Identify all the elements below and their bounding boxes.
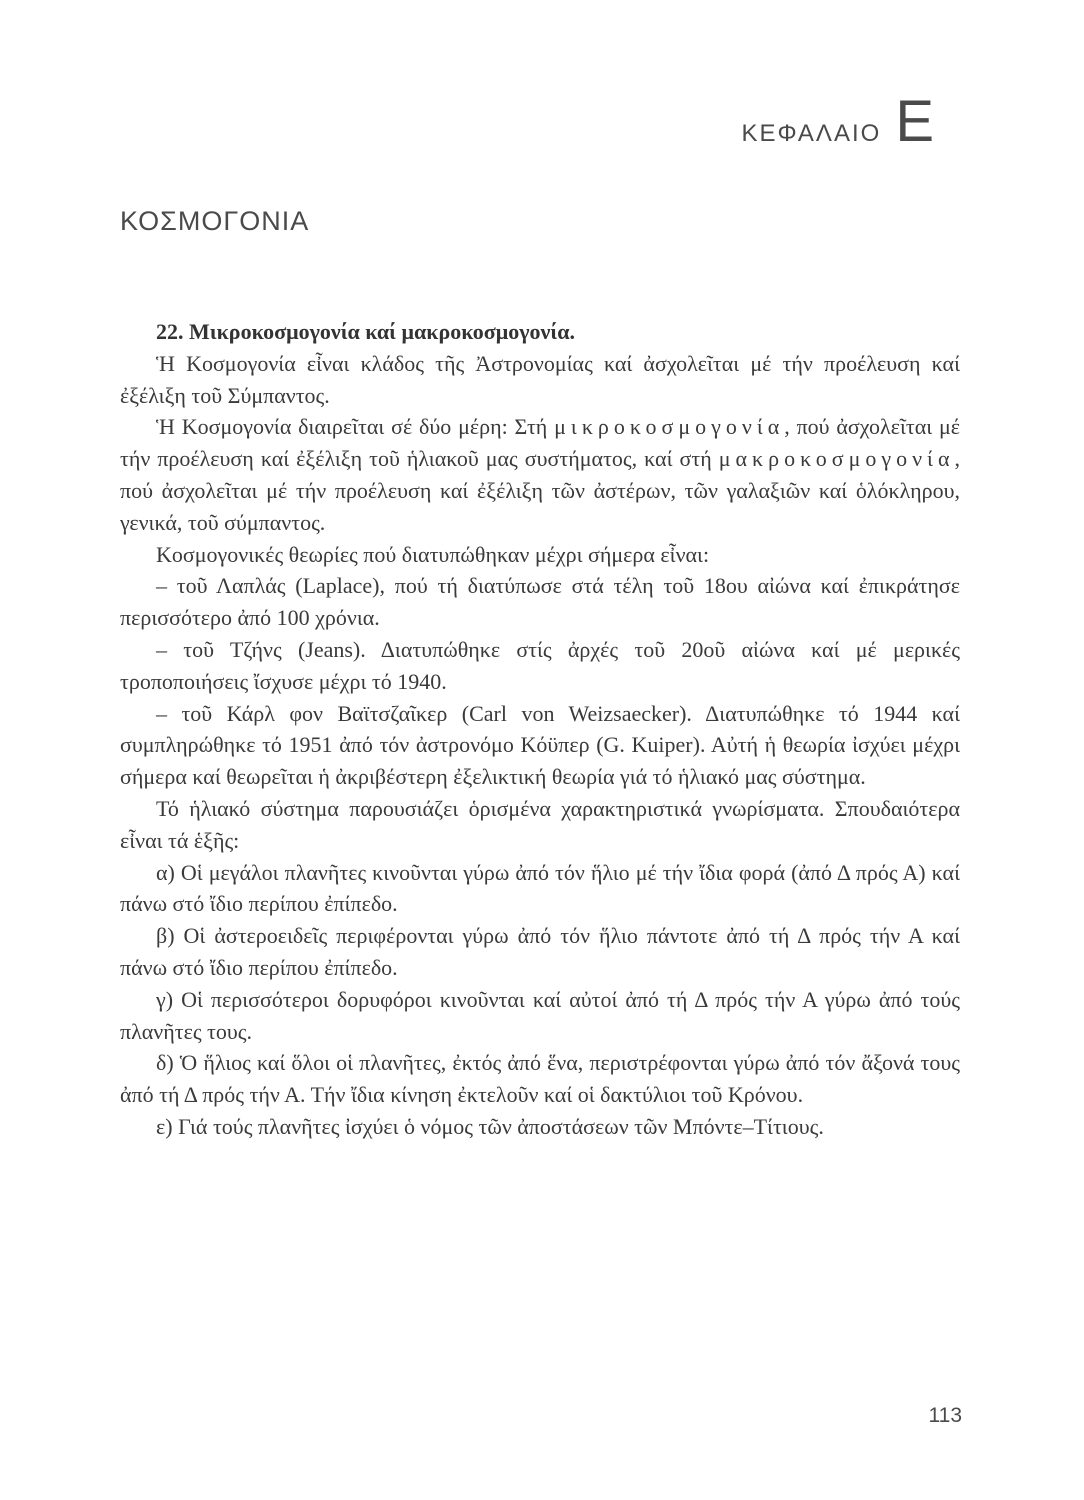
paragraph: Τό ἡλιακό σύστημα παρουσιάζει ὁρισμένα χαρακτηριστικά γνωρίσματα. Σπουδαιότερα εἶναι τά ἑξῆς:: [120, 795, 960, 853]
list-item: – τοῦ Τζήνς (Jeans). Διατυπώθηκε στίς ἀρχές τοῦ 20οῦ αἰώνα καί μέ μερικές τροποποιήσεις ἴσχυσε μέχρι τό 1940.: [120, 636, 960, 694]
list-item: α) Οἱ μεγάλοι πλανῆτες κινοῦνται γύρω ἀπό τόν ἥλιο μέ τήν ἴδια φορά (ἀπό Δ πρός Α) καί πάνω στό ἴδιο περίπου ἐπίπεδο.: [120, 859, 960, 917]
list-item: – τοῦ Λαπλάς (Laplace), πού τή διατύπωσε στά τέλη τοῦ 18ου αἰώνα καί ἐπικράτησε περισσότερο ἀπό 100 χρόνια.: [120, 573, 960, 631]
page-number: 113: [928, 1404, 962, 1427]
paragraph-text: , πού ἀσχολεῖται μέ τήν προέλευση καί ἐξέλιξη τῶν ἀστέρων, τῶν γαλαξιῶν καί ὁλόκληρου, γενικά, τοῦ σύμπαντος.: [120, 446, 960, 535]
paragraph: [120, 411, 960, 538]
subsection-heading: 22. Μικροκοσμογονία καί μακροκοσμογονία.: [156, 319, 575, 344]
paragraph: Ἡ Κοσμογονία εἶναι κλάδος τῆς Ἀστρονομίας καί ἀσχολεῖται μέ τήν προέλευση καί ἐξέλιξη τοῦ Σύμπαντος.: [120, 350, 960, 408]
spaced-term: μακροκοσμογονία: [718, 446, 955, 472]
paragraph-text: Ἡ Κοσμογονία διαιρεῖται σέ δύο μέρη: Στή: [156, 414, 555, 440]
list-item: – τοῦ Κάρλ φον Βαϊτσζαῖκερ (Carl von Weizsaecker). Διατυπώθηκε τό 1944 καί συμπληρώθηκε τό 1951 ἀπό τόν ἀστρονόμο Κόϋπερ (G. Kuiper). Αὐτή ἡ θεωρία ἰσχύει μέχρι σήμερα καί θεωρεῖται ἡ ἀκριβέστερη ἐξελικτική θεωρία γιά τό ἡλιακό μας σύστημα.: [120, 700, 960, 790]
spaced-term: μικροκοσμογονία: [554, 414, 785, 440]
section-title: ΚΟΣΜΟΓΟΝΙΑ: [120, 206, 310, 236]
paragraph: Κοσμογονικές θεωρίες πού διατυπώθηκαν μέχρι σήμερα εἶναι:: [156, 541, 710, 567]
list-item: γ) Οἱ περισσότεροι δορυφόροι κινοῦνται καί αὐτοί ἀπό τή Δ πρός τήν Α γύρω ἀπό τούς πλανῆτες τους.: [120, 986, 960, 1044]
list-item: ε) Γιά τούς πλανῆτες ἰσχύει ὁ νόμος τῶν ἀποστάσεων τῶν Μπόντε–Τίτιους.: [156, 1113, 824, 1139]
list-item: β) Οἱ ἀστεροειδεῖς περιφέρονται γύρω ἀπό τόν ἥλιο πάντοτε ἀπό τή Δ πρός τήν Α καί πάνω στό ἴδιο περίπου ἐπίπεδο.: [120, 923, 960, 980]
paragraph-text: , πού ἀσχολεῖται μέ τήν προέλευση καί ἐξέλιξη τοῦ ἡλιακοῦ μας συστήματος, καί στή: [120, 414, 960, 472]
list-item: δ) Ὁ ἥλιος καί ὅλοι οἱ πλανῆτες, ἐκτός ἀπό ἕνα, περιστρέφονται γύρω ἀπό τόν ἄξονά τους ἀπό τή Δ πρός τήν Α. Τήν ἴδια κίνηση ἐκτελοῦν καί οἱ δακτύλιοι τοῦ Κρόνου.: [120, 1050, 960, 1108]
page-body: [120, 316, 960, 1143]
chapter-letter: Ε: [895, 89, 934, 154]
chapter-label: ΚΕΦΑΛΑΙΟ: [741, 120, 882, 147]
chapter-header: [741, 88, 934, 155]
